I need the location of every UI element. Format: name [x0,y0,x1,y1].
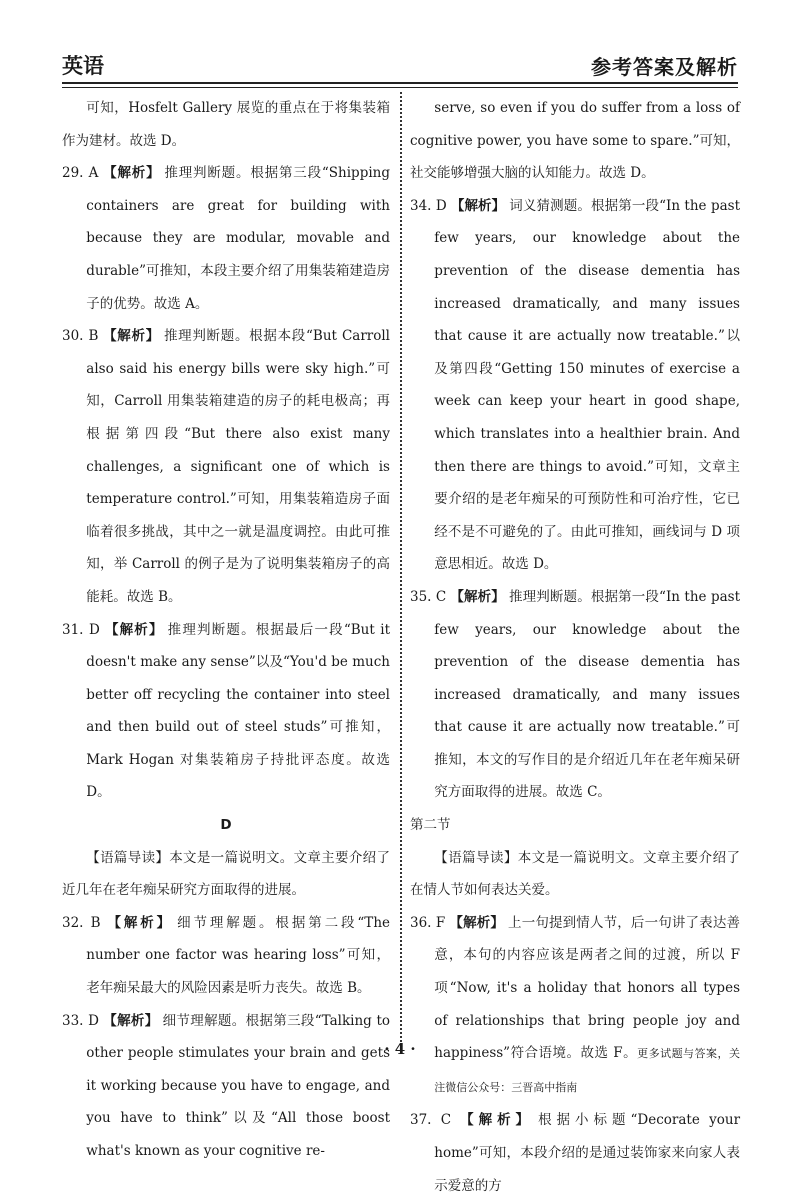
answer-number: 30. B [62,328,99,345]
answer-number: 34. D [410,197,447,214]
left-column [62,92,391,1159]
answer-text: 推理判断题。根据第一段“In the past few years, our knowledge about the prevention of the disease dementia has increased dramatically, and many issues that cause it are actually now treatable.”可推知，本文的写作目的是介绍近几年在老年痴呆研究方面取得的进展。故选 C。 [434,588,741,801]
answer-36 [410,907,740,1105]
promo-note: 更多试题与答案，关注微信公众号：三晋高中指南 [434,1047,741,1094]
answer-text: 根据小标题“Decorate your home”可知，本段介绍的是通过装饰家来向家人表示爱意的方 [434,1112,741,1194]
passage-intro: 【语篇导读】本文是一篇说明文。文章主要介绍了近几年在老年痴呆研究方面取得的进展。 [62,849,390,899]
answer-32 [62,907,390,1005]
answer-text: 细节理解题。根据第二段“The number one factor was hearing loss”可知，老年痴呆最大的风险因素是听力丧失。故选 B。 [86,914,390,997]
analysis-tag: 【解析】 [455,1112,535,1129]
analysis-tag: 【解析】 [102,165,161,182]
answer-30 [62,320,390,613]
paragraph-continuation: serve, so even if you do suffer from a loss of cognitive power, you have some to spare.”可知，社交能够增强大脑的认知能力。故选 D。 [410,100,740,182]
analysis-tag: 【解析】 [103,621,164,638]
right-column [410,92,741,1194]
analysis-tag: 【解析】 [450,588,505,605]
section-heading-d: D [220,817,232,834]
column-divider [400,92,402,1042]
answer-35 [410,581,740,809]
answer-text: 细节理解题。根据第三段“Talking to other people stimulates your brain and gets it working because you have to engage, and you have to think”以及“All those boost what's known as your cognitive re- [86,1012,390,1159]
answer-text: 上一句提到情人节，后一句讲了表达善意，本句的内容应该是两者之间的过渡，所以 F 项“Now, it's a holiday that honors all types of relationships that bring people joy and happiness”符合语境。故选 F。 [434,914,740,1062]
section-heading-part2: 第二节 [410,817,451,834]
answer-number: 37. C [410,1112,452,1129]
answer-31 [62,614,390,810]
analysis-tag: 【解析】 [102,1012,159,1029]
subject-label: 英语 [62,54,104,78]
answer-text: 词义猜测题。根据第一段“In the past few years, our knowledge about the prevention of the disease dementia has increased dramatically, and many issues that cause it are actually now treatable.”以及第四段“Getting 150 minutes of exercise a week can keep your heart in good shape, which translates into a healthier brain. And then there are things to avoid.”可知，文章主要介绍的是老年痴呆的可预防性和可治疗性，它已经不是不可避免的了。由此可推知，画线词与 D 项意思相近。故选 D。 [434,197,740,573]
answer-number: 35. C [410,588,447,605]
analysis-tag: 【解析】 [449,914,505,931]
answer-number: 31. D [62,621,100,638]
answer-34 [410,190,740,581]
answer-number: 36. F [410,914,446,931]
page-header [62,48,738,84]
analysis-tag: 【解析】 [104,914,174,931]
page-number: · 4 · [384,1040,416,1058]
analysis-tag: 【解析】 [450,197,506,214]
analysis-tag: 【解析】 [102,328,160,345]
answer-text: 推理判断题。根据第三段“Shipping containers are great for building with because they are modular, movable and durable”可推知，本段主要介绍了用集装箱建造房子的优势。故选 A。 [86,165,390,312]
answer-text: 推理判断题。根据最后一段“But it doesn't make any sense”以及“You'd be much better off recycling the container into steel and then build out of steel studs”可推知，Mark Hogan 对集装箱房子持批评态度。故选 D。 [86,621,390,801]
answer-29 [62,157,390,320]
paragraph-continuation: 可知，Hosfelt Gallery 展览的重点在于将集装箱作为建材。故选 D。 [62,100,390,149]
answer-37 [410,1104,740,1202]
answer-number: 29. A [62,165,99,182]
answer-number: 33. D [62,1012,99,1029]
answer-number: 32. B [62,914,101,931]
answer-text: 推理判断题。根据本段“But Carroll also said his energy bills were sky high.”可知，Carroll 用集装箱建造的房子的耗电极高；再根据第四段“But there also exist many challenges, a significant one of which is temperature control.”可知，用集装箱造房子面临着很多挑战，其中之一就是温度调控。由此可推知，举 Carroll 的例子是为了说明集装箱房子的高能耗。故选 B。 [86,328,391,605]
passage-intro: 【语篇导读】本文是一篇说明文。文章主要介绍了在情人节如何表达关爱。 [410,849,740,899]
answer-33 [62,1005,390,1168]
document-title: 参考答案及解析 [591,54,738,79]
